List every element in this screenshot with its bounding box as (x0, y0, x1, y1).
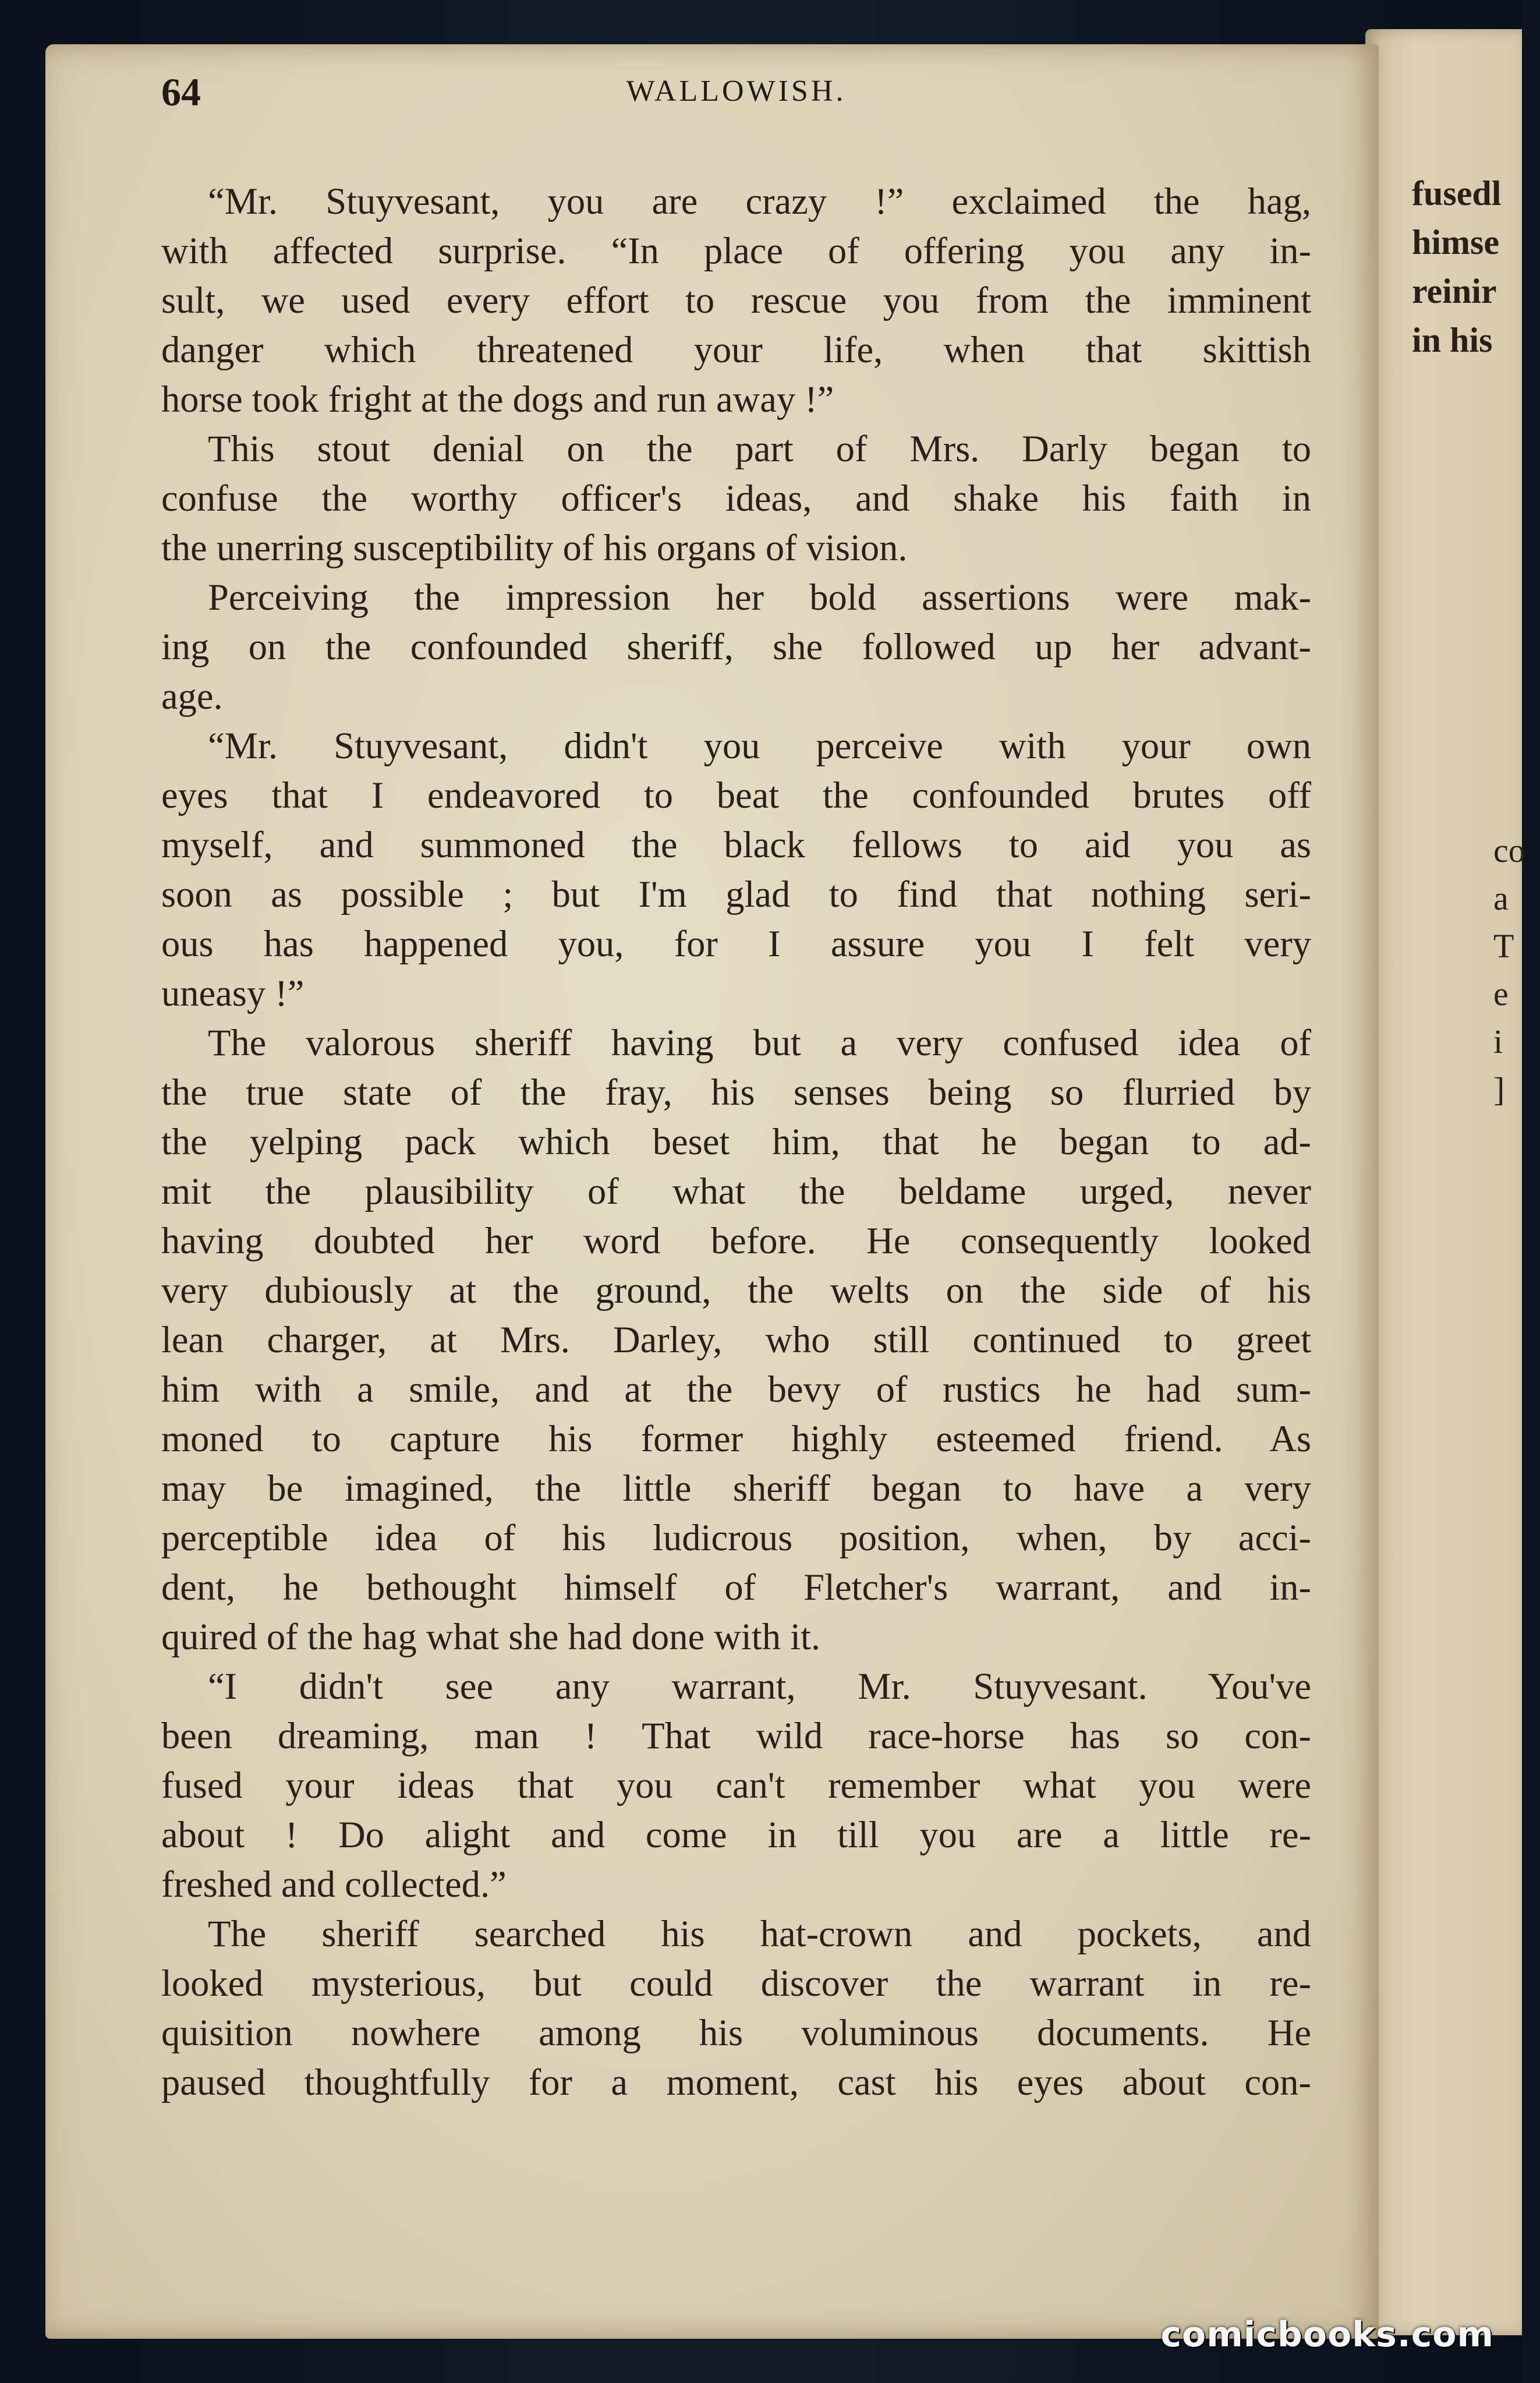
facing-line: e (1493, 975, 1509, 1013)
text-line: myself, and summoned the black fellows to aid you as (161, 824, 1311, 865)
facing-line: fusedl (1412, 174, 1502, 213)
text-line: age. (161, 676, 223, 717)
text-line: fused your ideas that you can't remember what you were (161, 1765, 1311, 1806)
text-line: quisition nowhere among his voluminous documents. He (161, 2012, 1311, 2053)
text-line: freshed and collected.” (161, 1864, 507, 1905)
text-line: uneasy !” (161, 973, 305, 1014)
text-line: been dreaming, man ! That wild race-horse has so con- (161, 1715, 1311, 1756)
running-head: WALLOWISH. (626, 75, 847, 108)
facing-line: reinir (1412, 272, 1497, 310)
text-line: confuse the worthy officer's ideas, and shake his faith in (161, 478, 1311, 519)
page-number: 64 (161, 70, 201, 114)
text-line: sult, we used every effort to rescue you from the imminent (161, 280, 1311, 321)
text-line: “Mr. Stuyvesant, you are crazy !” exclaimed the hag, (208, 181, 1311, 222)
text-line: lean charger, at Mrs. Darley, who still continued to greet (161, 1319, 1311, 1360)
text-line: The sheriff searched his hat-crown and pockets, and (208, 1913, 1311, 1954)
text-line: eyes that I endeavored to beat the confounded brutes off (161, 775, 1311, 816)
facing-line: ] (1493, 1070, 1505, 1108)
text-line: quired of the hag what she had done with it. (161, 1616, 821, 1657)
text-line: having doubted her word before. He consequently looked (161, 1220, 1311, 1261)
text-line: “Mr. Stuyvesant, didn't you perceive with your own (208, 725, 1311, 766)
text-line: perceptible idea of his ludicrous position, when, by acci- (161, 1517, 1311, 1558)
text-line: with affected surprise. “In place of offering you any in- (161, 230, 1311, 271)
page-header (161, 69, 1311, 128)
watermark: comicbooks.com (1160, 2314, 1494, 2355)
text-line: may be imagined, the little sheriff began to have a very (161, 1468, 1311, 1509)
facing-line: co (1493, 832, 1525, 869)
facing-page-top-text (1412, 169, 1528, 365)
text-line: dent, he bethought himself of Fletcher's warrant, and in- (161, 1567, 1311, 1608)
text-line: danger which threatened your life, when that skittish (161, 329, 1311, 370)
text-line: looked mysterious, but could discover the warrant in re- (161, 1963, 1311, 2004)
text-line: moned to capture his former highly esteemed friend. As (161, 1418, 1311, 1459)
text-line: soon as possible ; but I'm glad to find that nothing seri- (161, 874, 1311, 915)
text-line: Perceiving the impression her bold assertions were mak- (208, 577, 1311, 618)
facing-line: T (1493, 927, 1514, 965)
facing-line: himse (1412, 223, 1499, 261)
text-line: about ! Do alight and come in till you are a little re- (161, 1814, 1311, 1855)
text-line: the yelping pack which beset him, that he began to ad- (161, 1121, 1311, 1162)
facing-line: in his (1412, 321, 1493, 359)
body-text (161, 176, 1311, 2107)
facing-page-mid-text (1493, 827, 1540, 1113)
text-line: him with a smile, and at the bevy of rustics he had sum- (161, 1369, 1311, 1410)
text-line: This stout denial on the part of Mrs. Darly began to (208, 428, 1311, 469)
text-line: the true state of the fray, his senses being so flurried by (161, 1072, 1311, 1113)
text-line: ous has happened you, for I assure you I felt very (161, 923, 1311, 964)
text-line: The valorous sheriff having but a very confused idea of (208, 1022, 1311, 1063)
text-line: very dubiously at the ground, the welts on the side of his (161, 1270, 1311, 1311)
facing-line: i (1493, 1023, 1503, 1060)
facing-page (1365, 29, 1525, 2335)
text-line: “I didn't see any warrant, Mr. Stuyvesant. You've (208, 1666, 1311, 1707)
text-line: paused thoughtfully for a moment, cast his eyes about con- (161, 2062, 1311, 2103)
text-line: mit the plausibility of what the beldame urged, never (161, 1171, 1311, 1212)
text-line: horse took fright at the dogs and run away !” (161, 379, 834, 420)
text-line: the unerring susceptibility of his organs of vision. (161, 527, 908, 568)
facing-line: a (1493, 879, 1509, 917)
text-line: ing on the confounded sheriff, she followed up her advant- (161, 626, 1311, 667)
